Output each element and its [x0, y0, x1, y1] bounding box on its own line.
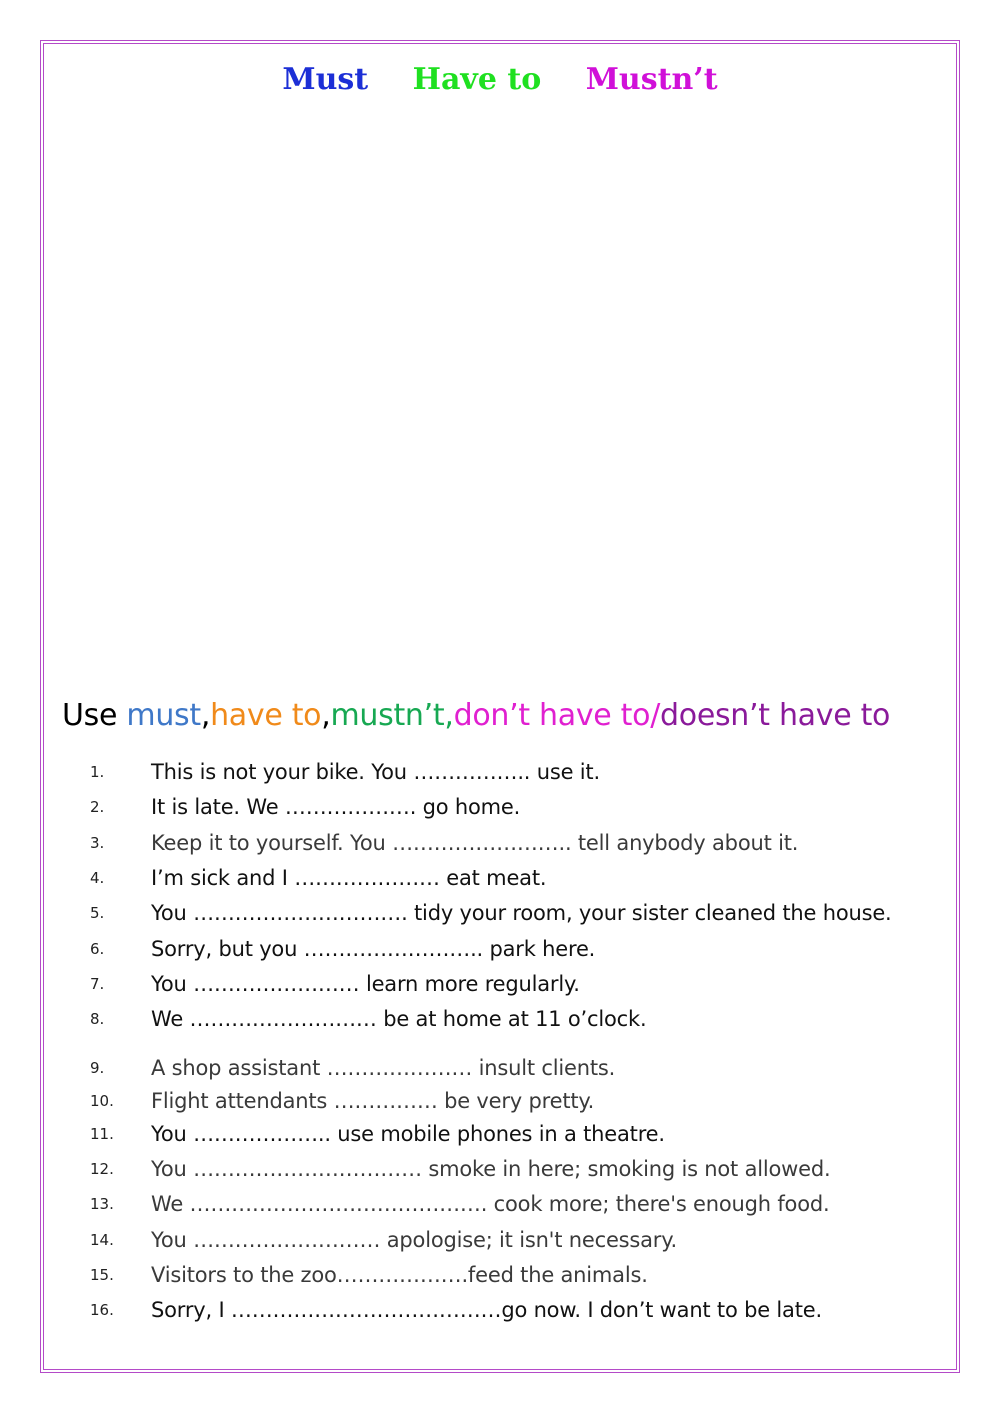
exercise-number: 9. — [90, 1059, 105, 1077]
exercise-number: 15. — [90, 1266, 114, 1284]
exercise-number: 14. — [90, 1231, 114, 1249]
instruction-dont-have-to: don’t have to — [453, 698, 651, 733]
exercise-sentence: We ……………………………………. cook more; there's enough food. — [151, 1192, 830, 1216]
exercise-item — [0, 1187, 1000, 1221]
exercise-sentence: You …………………………… smoke in here; smoking is not allowed. — [151, 1157, 831, 1181]
exercise-sentence: Visitors to the zoo……………….feed the animals. — [151, 1263, 648, 1287]
exercise-number: 3. — [90, 834, 105, 852]
exercise-instruction — [62, 694, 890, 738]
exercise-item — [0, 790, 1000, 824]
exercise-sentence: Sorry, I …………………………………go now. I don’t want to be late. — [151, 1298, 822, 1322]
instruction-have-to: have to — [210, 698, 322, 733]
exercise-item — [0, 1152, 1000, 1186]
exercise-sentence: This is not your bike. You …………….. use it. — [151, 760, 600, 784]
exercise-number: 1. — [90, 763, 105, 781]
instruction-comma-1: , — [200, 698, 211, 733]
exercise-number: 7. — [90, 975, 105, 993]
exercise-item — [0, 932, 1000, 966]
exercise-item — [0, 1084, 1000, 1118]
exercise-item — [0, 1117, 1000, 1151]
exercise-sentence: We ……………………… be at home at 11 o’clock. — [151, 1007, 647, 1031]
title-mustnt: Mustn’t — [585, 62, 718, 97]
exercise-item — [0, 896, 1000, 930]
worksheet-title — [0, 58, 1000, 102]
exercise-number: 10. — [90, 1092, 114, 1110]
exercise-item — [0, 1293, 1000, 1327]
exercise-item — [0, 1258, 1000, 1292]
title-have-to: Have to — [412, 62, 542, 97]
exercise-number: 12. — [90, 1160, 114, 1178]
instruction-slash: / — [650, 698, 661, 733]
exercise-item — [0, 1223, 1000, 1257]
exercise-sentence: I’m sick and I ………………… eat meat. — [151, 866, 547, 890]
exercise-sentence: You ……………………… apologise; it isn't necessary. — [151, 1228, 677, 1252]
exercise-sentence: A shop assistant ………………… insult clients. — [151, 1056, 616, 1080]
instruction-doesnt-have-to: doesn’t have to — [660, 698, 891, 733]
exercise-item — [0, 1051, 1000, 1085]
exercise-number: 5. — [90, 904, 105, 922]
exercise-number: 4. — [90, 869, 105, 887]
exercise-number: 16. — [90, 1301, 114, 1319]
exercise-sentence: Flight attendants …………… be very pretty. — [151, 1089, 595, 1113]
exercise-number: 13. — [90, 1195, 114, 1213]
exercise-item — [0, 967, 1000, 1001]
exercise-item — [0, 826, 1000, 860]
exercise-number: 11. — [90, 1125, 114, 1143]
instruction-mustnt: mustn’t, — [330, 698, 454, 733]
instruction-use: Use — [62, 698, 127, 733]
exercise-sentence: You …………………… learn more regularly. — [151, 972, 580, 996]
exercise-sentence: It is late. We ………………. go home. — [151, 795, 521, 819]
exercise-sentence: Sorry, but you …………………….. park here. — [151, 937, 596, 961]
exercise-sentence: Keep it to yourself. You …………………….. tell anybody about it. — [151, 831, 799, 855]
exercise-number: 2. — [90, 798, 105, 816]
instruction-must: must — [126, 698, 201, 733]
instruction-comma-2: , — [321, 698, 331, 733]
title-must: Must — [282, 62, 369, 97]
exercise-sentence: You ……………….. use mobile phones in a theatre. — [151, 1122, 665, 1146]
exercise-item — [0, 861, 1000, 895]
exercise-number: 6. — [90, 940, 105, 958]
exercise-number: 8. — [90, 1010, 105, 1028]
exercise-sentence: You …………………………. tidy your room, your sister cleaned the house. — [151, 901, 892, 925]
exercise-item — [0, 755, 1000, 789]
exercise-item — [0, 1002, 1000, 1036]
